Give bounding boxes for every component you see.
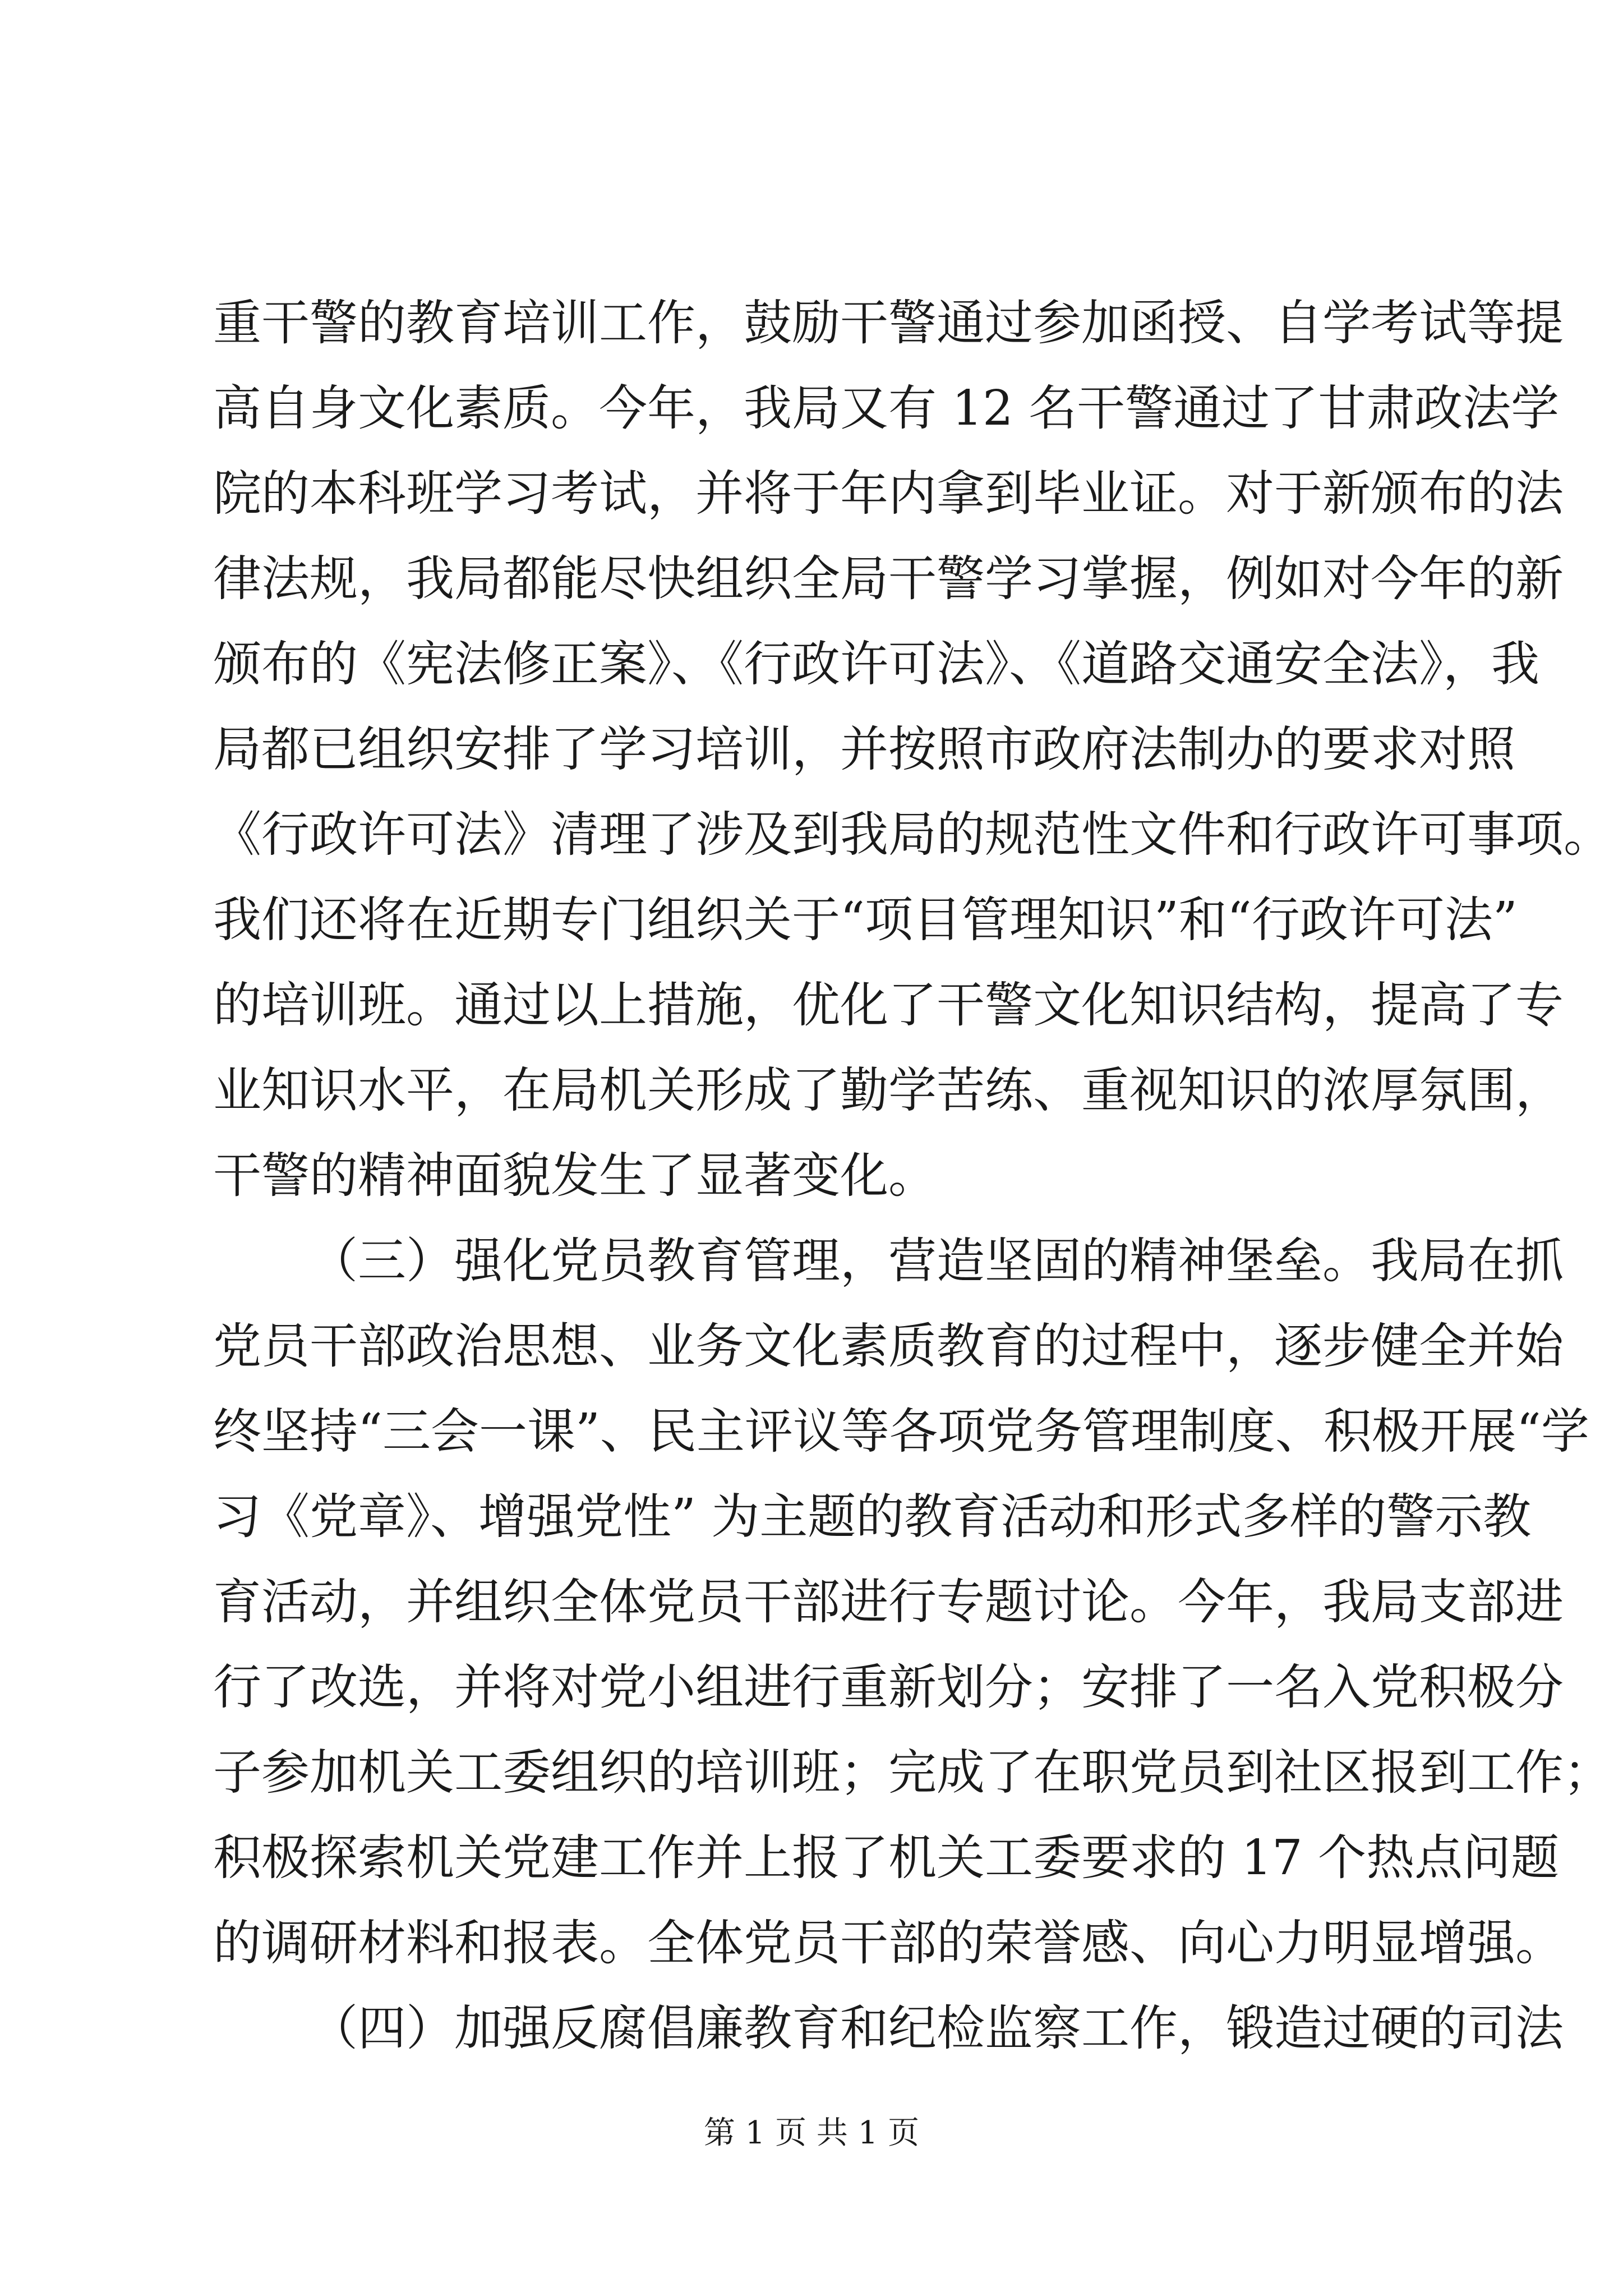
text-line: 干警的精神面貌发生了显著变化。 — [213, 1148, 937, 1204]
text-line: 党员干部政治思想、业务文化素质教育的过程中，逐步健全并始 — [213, 1318, 1564, 1374]
text-line: 习《党章》、增强党性” 为主题的教育活动和形式多样的警示教 — [213, 1489, 1532, 1545]
text-line: 局都已组织安排了学习培训，并按照市政府法制办的要求对照 — [213, 721, 1515, 777]
text-line: （三）强化党员教育管理，营造坚固的精神堡垒。我局在抓 — [310, 1233, 1564, 1289]
page-footer: 第 1 页 共 1 页 — [703, 2115, 920, 2151]
text-line: 积极探索机关党建工作并上报了机关工委要求的 17 个热点问题 — [213, 1830, 1560, 1886]
text-line: 的调研材料和报表。全体党员干部的荣誉感、向心力明显增强。 — [213, 1915, 1564, 1971]
text-line: 院的本科班学习考试，并将于年内拿到毕业证。对于新颁布的法 — [213, 466, 1564, 522]
text-line: 重干警的教育培训工作，鼓励干警通过参加函授、自学考试等提 — [213, 295, 1564, 351]
text-line: （四）加强反腐倡廉教育和纪检监察工作，锻造过硬的司法 — [310, 2000, 1564, 2056]
text-line: 《行政许可法》清理了涉及到我局的规范性文件和行政许可事项。 — [213, 807, 1612, 863]
text-line: 育活动，并组织全体党员干部进行专题讨论。今年，我局支部进 — [213, 1574, 1564, 1630]
text-line: 终坚持“三会一课”、民主评议等各项党务管理制度、积极开展“学 — [213, 1404, 1589, 1460]
text-line: 的培训班。通过以上措施，优化了干警文化知识结构，提高了专 — [213, 977, 1564, 1033]
text-line: 业知识水平，在局机关形成了勤学苦练、重视知识的浓厚氛围， — [213, 1062, 1564, 1119]
text-line: 行了改选，并将对党小组进行重新划分；安排了一名入党积极分 — [213, 1659, 1564, 1715]
text-line: 子参加机关工委组织的培训班；完成了在职党员到社区报到工作； — [213, 1745, 1612, 1801]
text-line: 我们还将在近期专门组织关于“项目管理知识”和“行政许可法” — [213, 892, 1518, 948]
text-line: 律法规，我局都能尽快组织全局干警学习掌握，例如对今年的新 — [213, 551, 1564, 607]
text-line: 颁布的《宪法修正案》、《行政许可法》、《道路交通安全法》，我 — [213, 636, 1539, 692]
document-body — [213, 280, 1612, 2071]
text-line: 高自身文化素质。今年，我局又有 12 名干警通过了甘肃政法学 — [213, 380, 1560, 436]
